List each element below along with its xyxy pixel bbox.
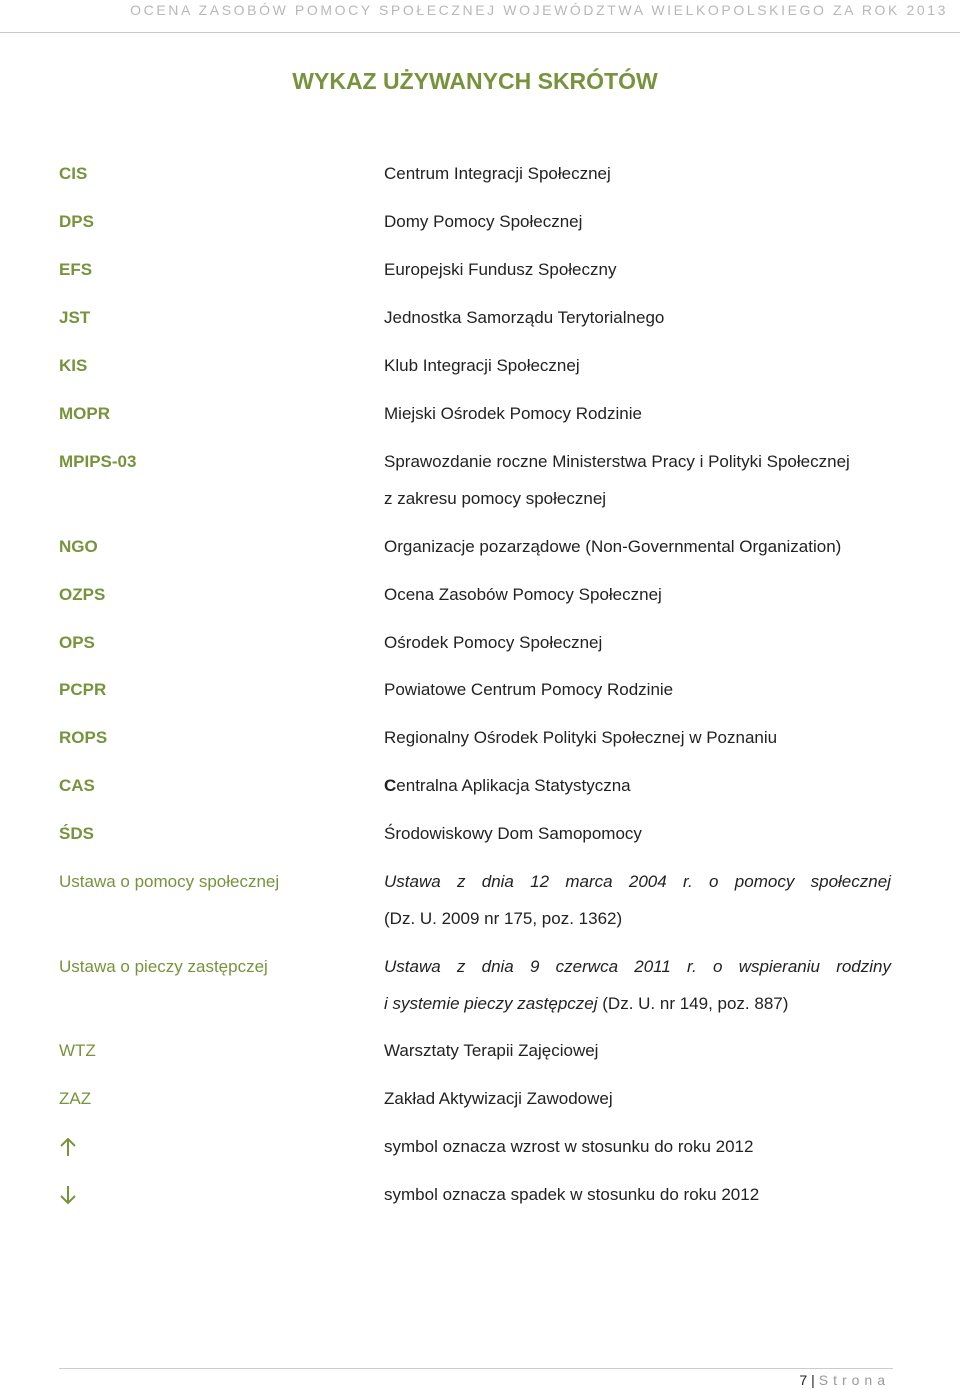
definition: Powiatowe Centrum Pomocy Rodzinie bbox=[384, 680, 674, 699]
definition: Centralna Aplikacja Statystyczna bbox=[384, 776, 631, 795]
abbreviation: JST bbox=[59, 308, 91, 327]
page-title: WYKAZ UŻYWANYCH SKRÓTÓW bbox=[292, 68, 658, 94]
definition: Ośrodek Pomocy Społecznej bbox=[384, 633, 603, 652]
abbreviation: WTZ bbox=[59, 1041, 96, 1060]
page-number: 7 bbox=[799, 1372, 808, 1388]
definition: symbol oznacza wzrost w stosunku do roku 2012 bbox=[384, 1137, 754, 1156]
page-footer bbox=[700, 1372, 890, 1388]
page-label: Strona bbox=[818, 1372, 890, 1388]
definition: Klub Integracji Społecznej bbox=[384, 356, 580, 375]
definition: Organizacje pozarządowe (Non-Governmental Organization) bbox=[384, 537, 842, 556]
abbreviation: DPS bbox=[59, 212, 94, 231]
definition: Ustawa z dnia 12 marca 2004 r. o pomocy społecznej (Dz. U. 2009 nr 175, poz. 1362) bbox=[384, 872, 891, 928]
definition: Zakład Aktywizacji Zawodowej bbox=[384, 1089, 613, 1108]
abbreviation: KIS bbox=[59, 356, 88, 375]
footer-divider bbox=[59, 1368, 893, 1369]
abbreviation: CAS bbox=[59, 776, 95, 795]
definition: Domy Pomocy Społecznej bbox=[384, 212, 583, 231]
abbreviation: ZAZ bbox=[59, 1089, 92, 1108]
abbreviation: MPIPS-03 bbox=[59, 452, 137, 471]
arrow-up-icon bbox=[58, 1136, 78, 1158]
abbreviation: PCPR bbox=[59, 680, 107, 699]
abbreviation: ŚDS bbox=[59, 824, 94, 843]
definition: Ocena Zasobów Pomocy Społecznej bbox=[384, 585, 662, 604]
definition: Środowiskowy Dom Samopomocy bbox=[384, 824, 642, 843]
definition: Regionalny Ośrodek Polityki Społecznej w Poznaniu bbox=[384, 728, 778, 747]
definition: Warsztaty Terapii Zajęciowej bbox=[384, 1041, 599, 1060]
abbreviation: OPS bbox=[59, 633, 95, 652]
abbreviation: OZPS bbox=[59, 585, 106, 604]
definition: Europejski Fundusz Społeczny bbox=[384, 260, 617, 279]
abbreviation: MOPR bbox=[59, 404, 110, 423]
definition: Sprawozdanie roczne Ministerstwa Pracy i Polityki Społecznej z zakresu pomocy społecznej bbox=[384, 452, 850, 508]
definition: Centrum Integracji Społecznej bbox=[384, 164, 611, 183]
definition: Miejski Ośrodek Pomocy Rodzinie bbox=[384, 404, 642, 423]
abbreviation: ROPS bbox=[59, 728, 108, 747]
arrow-down-icon bbox=[58, 1184, 78, 1206]
definition: Jednostka Samorządu Terytorialnego bbox=[384, 308, 665, 327]
definition: Ustawa z dnia 9 czerwca 2011 r. o wspieraniu rodziny i systemie pieczy zastępczej (Dz. U. nr 149, poz. 887) bbox=[384, 957, 891, 1013]
abbreviation: CIS bbox=[59, 164, 88, 183]
footer-separator: | bbox=[811, 1372, 815, 1388]
abbreviation: Ustawa o pomocy społecznej bbox=[59, 872, 280, 891]
definition: symbol oznacza spadek w stosunku do roku 2012 bbox=[384, 1185, 760, 1204]
running-header: OCENA ZASOBÓW POMOCY SPOŁECZNEJ WOJEWÓDZTWA WIELKOPOLSKIEGO ZA ROK 2013 bbox=[130, 2, 948, 18]
abbreviation: EFS bbox=[59, 260, 93, 279]
abbreviation: Ustawa o pieczy zastępczej bbox=[59, 957, 268, 976]
abbreviation: NGO bbox=[59, 537, 98, 556]
